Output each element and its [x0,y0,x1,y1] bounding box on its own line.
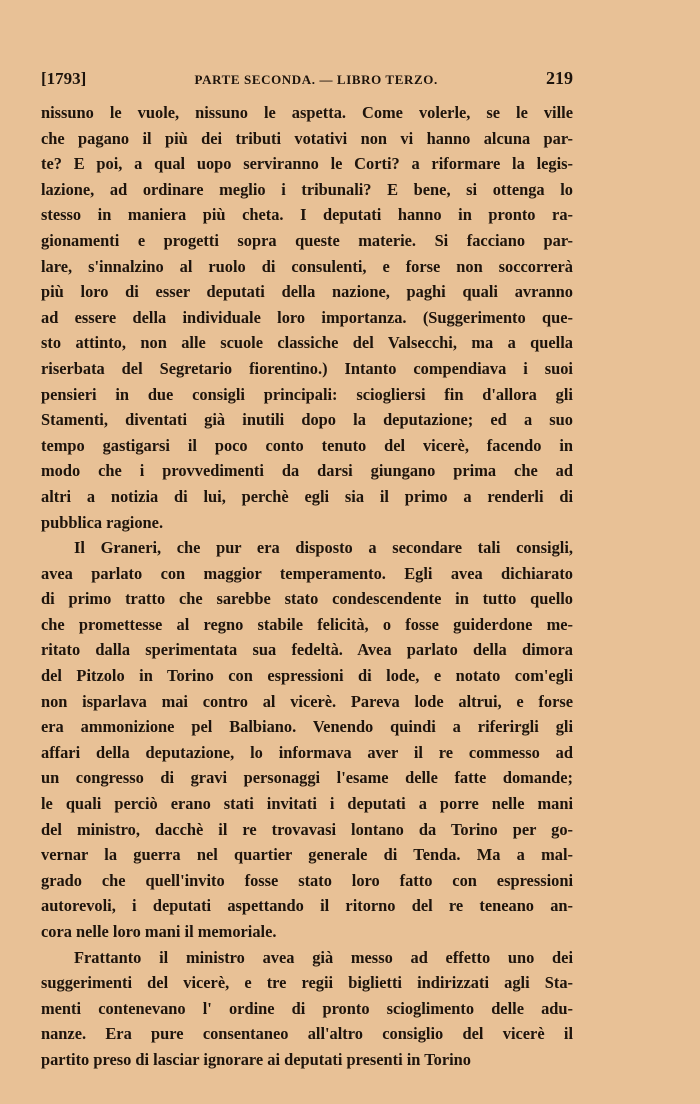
text-line: nissuno le vuole, nissuno le aspetta. Come volerle, se le ville [41,103,573,122]
text-line: pensieri in due consigli principali: sciogliersi fin d'allora gli [41,384,573,404]
text-line: che promettesse al regno stabile felicità, o fosse guiderdone me- [41,614,573,634]
text-line: Stamenti, diventati già inutili dopo la deputazione; ed a suo [41,410,573,430]
text-line: ritato dalla sperimentata sua fedeltà. Avea parlato della dimora [41,640,573,660]
header-year: [1793] [41,69,87,88]
text-line: pubblica ragione. [41,512,164,532]
text-line: Il Graneri, che pur era disposto a secondare tali consigli, [74,538,573,558]
text-line: avea parlato con maggior temperamento. Egli avea dichiarato [41,563,573,583]
text-line: te? E poi, a qual uopo serviranno le Corti? a riformare la legis- [41,154,573,174]
paragraph [41,100,573,535]
text-line: un congresso di gravi personaggi l'esame delle fatte domande; [41,768,573,788]
text-line: nanze. Era pure consentaneo all'altro consiglio del vicerè il [41,1024,573,1044]
text-line: partito preso di lasciar ignorare ai deputati presenti in Torino [41,1049,471,1069]
text-line: era ammonizione pel Balbiano. Venendo quindi a riferirgli gli [41,717,573,737]
text-line: che pagano il più dei tributi votativi non vi hanno alcuna par- [41,128,573,148]
paragraph [41,945,573,1073]
text-line: vernar la guerra nel quartier generale di Tenda. Ma a mal- [41,845,573,865]
text-line: del ministro, dacchè il re trovavasi lontano da Torino per go- [41,819,573,839]
text-line: modo che i provvedimenti da darsi giungano prima che ad [41,461,573,481]
text-line: cora nelle loro mani il memoriale. [41,922,277,941]
text-line: autorevoli, i deputati aspettando il ritorno del re teneano an- [41,896,573,916]
text-line: lazione, ad ordinare meglio i tribunali? E bene, si ottenga lo [41,179,573,199]
text-line: Frattanto il ministro avea già messo ad effetto uno dei [74,947,573,967]
header-running-title: PARTE SECONDA. — LIBRO TERZO. [194,72,438,87]
text-line: di primo tratto che sarebbe stato condescendente in tutto quello [41,589,573,609]
paragraph [41,535,573,945]
body-text [41,100,573,1073]
text-line: sto attinto, non alle scuole classiche del Valsecchi, ma a quella [41,333,573,353]
text-line: suggerimenti del vicerè, e tre regii biglietti indirizzati agli Sta- [41,973,573,993]
text-line: menti contenevano l' ordine di pronto scioglimento delle adu- [41,998,573,1018]
text-line: ad essere della individuale loro importanza. (Suggerimento que- [41,307,573,327]
text-line: non isparlava mai contro al vicerè. Pareva lode altrui, e forse [41,691,573,711]
text-line: del Pitzolo in Torino con espressioni di lode, e notato com'egli [41,666,573,686]
text-line: riserbata del Segretario fiorentino.) Intanto compendiava i suoi [41,358,573,378]
running-header [41,68,573,92]
header-page-number: 219 [545,68,573,88]
text-line: grado che quell'invito fosse stato loro fatto con espressioni [41,870,573,890]
text-line: stesso in maniera più cheta. I deputati hanno in pronto ra- [41,205,573,225]
text-line: le quali perciò erano stati invitati i deputati a porre nelle mani [41,794,573,814]
text-line: gionamenti e progetti sopra queste materie. Si facciano par- [41,230,573,250]
text-line: più loro di esser deputati della nazione, paghi quali avranno [41,282,573,302]
text-line: lare, s'innalzino al ruolo di consulenti, e forse non soccorrerà [41,256,573,276]
text-line: altri a notizia di lui, perchè egli sia il primo a renderli di [41,486,573,506]
text-line: tempo gastigarsi il poco conto tenuto del vicerè, facendo in [41,435,573,455]
text-line: affari della deputazione, lo informava aver il re commesso ad [41,742,573,762]
